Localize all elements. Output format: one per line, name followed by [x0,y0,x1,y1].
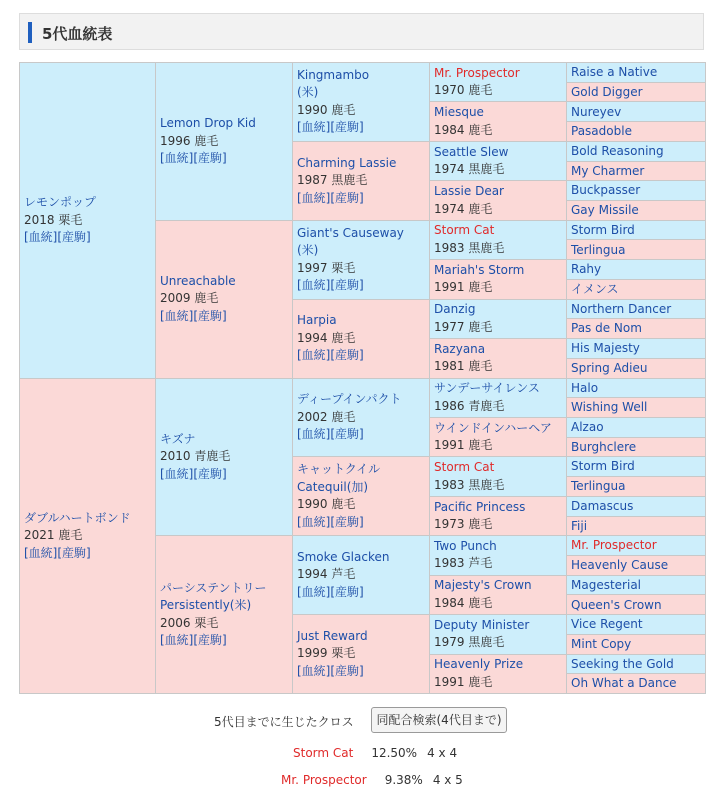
g3-horse-info: 1994 芦毛 [297,567,356,582]
g3-horse-name[interactable]: Charming Lassie [297,155,397,170]
g3-cell [293,299,430,378]
g5-horse-name[interactable]: Pas de Nom [571,321,642,336]
g5-horse-name[interactable]: Vice Regent [571,617,643,632]
dd-name[interactable]: パーシステントリー [160,580,267,595]
g5-horse-name[interactable]: His Majesty [571,341,640,356]
pedigree-link[interactable]: [血統] [160,308,194,323]
g4-cell [430,417,567,456]
g3-horse-info: 1990 鹿毛 [297,497,356,512]
g5-horse-name[interactable]: Spring Adieu [571,360,648,375]
g3-horse-country[interactable]: (米) [297,243,319,258]
g5-cell [567,477,706,497]
g3-horse-name[interactable]: Just Reward [297,628,368,643]
pedigree-link[interactable]: [血統] [160,151,194,166]
g4-cell [430,220,567,259]
g4-horse-name[interactable]: Danzig [434,302,476,317]
ds-cell [156,378,293,536]
g5-cell [567,654,706,674]
dd-alt-name[interactable]: Persistently(米) [160,598,252,613]
sire-info: 2018 栗毛 [24,212,83,227]
g4-cell [430,102,567,141]
g3-cell [293,220,430,299]
g4-cell [430,575,567,614]
g4-horse-info: 1979 黒鹿毛 [434,635,505,650]
g4-horse-info: 1974 鹿毛 [434,201,493,216]
sd-info: 2009 鹿毛 [160,291,219,306]
g5-cell [567,674,706,694]
g4-cell [430,536,567,575]
g4-horse-info: 1991 鹿毛 [434,438,493,453]
cross-percent: 9.38% [384,773,423,787]
g4-horse-name[interactable]: Storm Cat [434,460,495,475]
g5-horse-name[interactable]: Bold Reasoning [571,143,664,158]
pedigree-link[interactable]: [血統] [24,545,58,560]
ds-info: 2010 青鹿毛 [160,449,231,464]
g4-horse-name[interactable]: Deputy Minister [434,617,530,632]
g5-horse-name[interactable]: Fiji [571,518,588,533]
g5-horse-name[interactable]: Terlingua [571,242,626,257]
g5-horse-name[interactable]: Northern Dancer [571,301,672,316]
ssss-info: 1970 鹿毛 [434,83,493,98]
g5-horse-name[interactable]: Nureyev [571,104,622,119]
g5-horse-name[interactable]: Seeking the Gold [571,656,674,671]
g5-cell [567,161,706,181]
g4-cell [430,141,567,180]
g3-horse-name[interactable]: ディープインパクト [297,392,402,407]
produce-link[interactable]: [産駒] [330,663,364,678]
produce-link[interactable]: [産駒] [330,190,364,205]
g5-cell [567,141,706,161]
cross-section [19,700,705,800]
g4-horse-info: 1977 鹿毛 [434,319,493,334]
cross-percent: 12.50% [371,746,418,760]
g5-horse-name[interactable]: Rahy [571,262,602,277]
g3-horse-info: 1999 栗毛 [297,646,356,661]
g4-horse-name[interactable]: ウインドインハーヘア [434,420,552,435]
pedigree-link[interactable]: [血統] [297,584,331,599]
pedigree-table [19,62,706,694]
g3-horse-name[interactable]: Smoke Glacken [297,549,390,564]
g5-horse-name[interactable]: Mr. Prospector [571,538,657,553]
produce-link[interactable]: [産駒] [330,427,364,442]
same-mating-search-button[interactable]: 同配合検索(4代目まで) [371,707,507,733]
pedigree-link[interactable]: [血統] [297,348,331,363]
sss-cell [293,63,430,142]
g5-horse-name[interactable]: Alzao [571,420,604,435]
g3-cell [293,141,430,220]
produce-link[interactable]: [産駒] [193,151,227,166]
cross-generation: 4 x 4 [427,746,458,760]
ss-info: 1996 鹿毛 [160,133,219,148]
produce-link[interactable]: [産駒] [330,584,364,599]
g3-cell [293,378,430,457]
sire-cell [20,63,156,379]
g3-horse-name[interactable]: Harpia [297,313,337,328]
dam-info: 2021 鹿毛 [24,528,83,542]
g4-cell [430,181,567,220]
g5-cell [567,339,706,359]
g4-cell [430,457,567,496]
cross-horse-name[interactable]: Storm Cat [293,746,354,760]
g5-cell [567,260,706,280]
g4-cell [430,339,567,378]
g5-cell [567,82,706,102]
g5-horse-name[interactable]: Magesterial [571,577,642,592]
g4-horse-info: 1974 黒鹿毛 [434,162,505,177]
pedigree-link[interactable]: [血統] [297,190,331,205]
ds-name[interactable]: キズナ [160,431,196,446]
g5-horse-name[interactable]: Pasadoble [571,124,632,139]
g5-cell [567,319,706,339]
g5-cell [567,496,706,516]
pedigree-link[interactable]: [血統] [297,120,331,135]
g4-horse-name[interactable]: Pacific Princess [434,499,526,514]
g5-cell [567,378,706,398]
cross-generation: 4 x 5 [432,773,463,787]
produce-link[interactable]: [産駒] [193,633,227,648]
g3-horse-info: 2002 鹿毛 [297,409,356,424]
ssss-cell [430,63,567,102]
g5-horse-name[interactable]: Heavenly Cause [571,558,669,573]
dam-cell [20,378,156,694]
g4-horse-info: 1991 鹿毛 [434,280,493,295]
g5-horse-name[interactable]: イメンス [571,282,619,297]
g5-cell [567,555,706,575]
g4-horse-info: 1973 鹿毛 [434,517,493,532]
g4-horse-name[interactable]: Lassie Dear [434,184,504,199]
ss-name[interactable]: Lemon Drop Kid [160,116,256,131]
g4-horse-info: 1983 黒鹿毛 [434,240,505,255]
g5-horse-name[interactable]: Mint Copy [571,636,632,651]
g4-cell [430,654,567,693]
g5-cell [567,536,706,556]
g4-horse-name[interactable]: サンデーサイレンス [434,381,540,396]
g5-cell [567,595,706,615]
g5-horse-name[interactable]: Gay Missile [571,203,639,218]
ssss-name[interactable]: Mr. Prospector [434,65,520,80]
g3-cell [293,536,430,615]
cross-label: 5代目までに生じたクロス [214,715,354,729]
g5-cell [567,240,706,260]
sss-country[interactable]: (米) [297,85,319,100]
g5-horse-name[interactable]: Halo [571,380,599,395]
dd-info: 2006 栗毛 [160,615,219,630]
g5-cell [567,122,706,142]
g5-horse-name[interactable]: Storm Bird [571,222,635,237]
cross-horse-name[interactable]: Mr. Prospector [281,773,367,787]
pedigree-link[interactable]: [血統] [297,278,331,293]
g4-horse-name[interactable]: Heavenly Prize [434,657,524,672]
g4-horse-name[interactable]: Majesty's Crown [434,578,532,593]
dd-cell [156,536,293,694]
sd-name[interactable]: Unreachable [160,273,236,288]
produce-link[interactable]: [産駒] [330,120,364,135]
produce-link[interactable]: [産駒] [57,545,91,560]
g3-cell [293,457,430,536]
g3-horse-info: 1997 栗毛 [297,260,356,275]
g5-cell [567,220,706,240]
g4-cell [430,260,567,299]
sire-name[interactable]: レモンポップ [24,195,97,209]
g5-cell [567,63,706,83]
g5-horse-name[interactable]: Burghclere [571,439,637,454]
g5-horse-name[interactable]: Queen's Crown [571,597,662,612]
g5-cell [567,181,706,201]
g5-cell [567,102,706,122]
pedigree-link[interactable]: [血統] [160,466,194,481]
g5-cell [567,437,706,457]
produce-link[interactable]: [産駒] [193,466,227,481]
g5-cell [567,201,706,221]
section-header [19,13,704,50]
produce-link[interactable]: [産駒] [330,514,364,529]
g4-horse-name[interactable]: Storm Cat [434,223,495,238]
g3-horse-info: 1994 鹿毛 [297,330,356,345]
g4-cell [430,496,567,535]
g4-horse-info: 1984 鹿毛 [434,122,493,137]
g5-cell [567,279,706,299]
g3-horse-info: 1987 黒鹿毛 [297,173,368,188]
g4-horse-info: 1986 青鹿毛 [434,398,505,413]
g5-horse-name[interactable]: Buckpasser [571,183,641,198]
g5-horse-name[interactable]: Oh What a Dance [571,676,677,691]
dam-name[interactable]: ダブルハートボンド [24,510,131,525]
g4-cell [430,615,567,654]
pedigree-link[interactable]: [血統] [297,514,331,529]
g4-horse-info: 1991 鹿毛 [434,674,493,689]
g5-horse-name[interactable]: Storm Bird [571,459,635,474]
g5-horse-name[interactable]: Raise a Native [571,65,658,80]
g4-horse-name[interactable]: Mariah's Storm [434,262,525,277]
g5-horse-name[interactable]: Damascus [571,498,634,513]
g4-cell [430,378,567,417]
g4-horse-name[interactable]: Two Punch [434,538,497,553]
g3-horse-alt-name[interactable]: Catequil(加) [297,479,369,494]
g5-horse-name[interactable]: Gold Digger [571,84,643,99]
g5-cell [567,398,706,418]
g5-horse-name[interactable]: Wishing Well [571,400,648,415]
section-title: 5代血統表 [42,25,113,43]
g4-horse-name[interactable]: Seattle Slew [434,144,509,159]
g4-horse-name[interactable]: Miesque [434,105,484,120]
pedigree-link[interactable]: [血統] [160,633,194,648]
section-header-accent-bar [28,22,32,43]
g5-cell [567,516,706,536]
g4-horse-info: 1984 鹿毛 [434,595,493,610]
pedigree-link[interactable]: [血統] [297,663,331,678]
pedigree-link[interactable]: [血統] [297,427,331,442]
g3-horse-name[interactable]: キャットクイル [297,462,381,477]
g4-horse-info: 1981 鹿毛 [434,359,493,374]
g3-horse-name[interactable]: Giant's Causeway [297,225,404,240]
produce-link[interactable]: [産駒] [57,230,91,244]
pedigree-link[interactable]: [血統] [24,230,58,244]
g5-cell [567,457,706,477]
g5-cell [567,634,706,654]
g4-cell [430,299,567,338]
produce-link[interactable]: [産駒] [193,308,227,323]
g3-cell [293,615,430,694]
cross-row [281,773,463,787]
g4-horse-info: 1983 芦毛 [434,556,493,571]
g4-horse-info: 1983 黒鹿毛 [434,477,505,492]
g5-cell [567,299,706,319]
sss-name[interactable]: Kingmambo [297,67,370,82]
g4-horse-name[interactable]: Razyana [434,341,486,356]
ss-cell [156,63,293,221]
cross-row [293,746,457,760]
g5-cell [567,615,706,635]
produce-link[interactable]: [産駒] [330,348,364,363]
sd-cell [156,220,293,378]
produce-link[interactable]: [産駒] [330,278,364,293]
g5-cell [567,417,706,437]
g5-cell [567,358,706,378]
g5-horse-name[interactable]: Terlingua [571,479,626,494]
g5-horse-name[interactable]: My Charmer [571,163,645,178]
g5-cell [567,575,706,595]
sss-info: 1990 鹿毛 [297,102,356,117]
